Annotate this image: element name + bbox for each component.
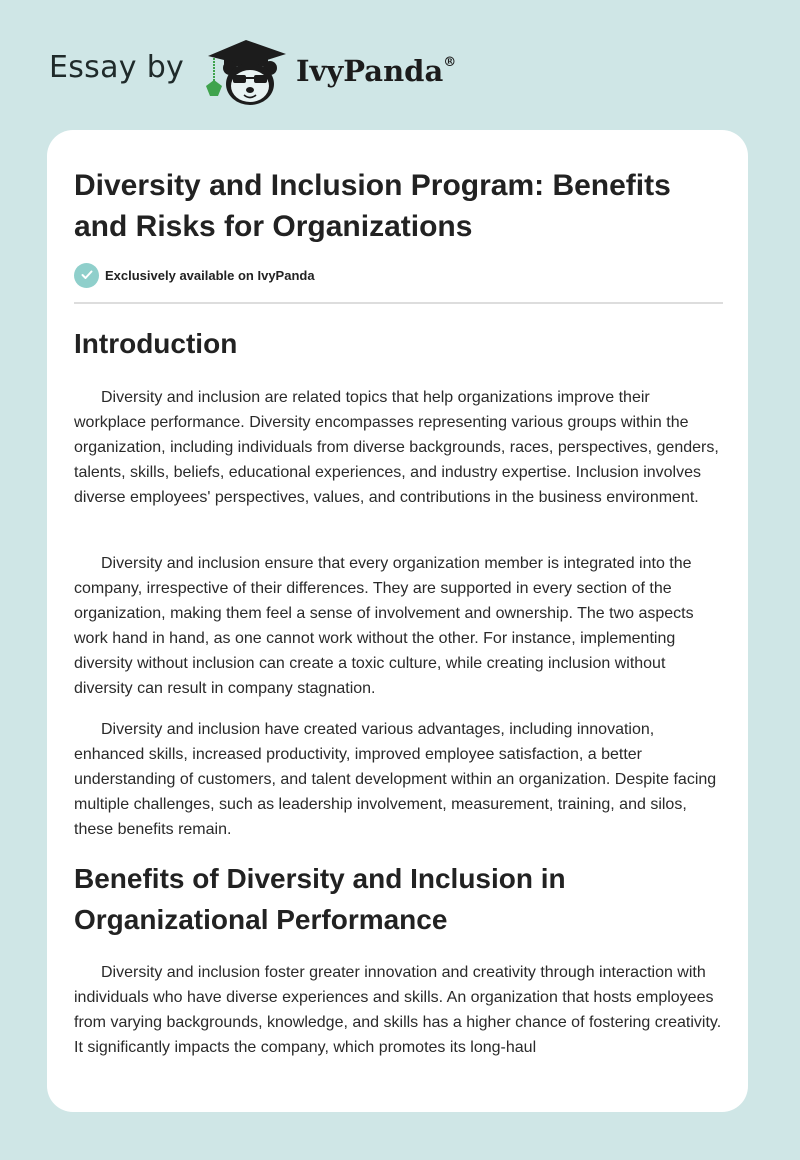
section-heading-benefits: Benefits of Diversity and Inclusion in Organizational Performance [74,863,566,935]
panda-graduate-icon[interactable] [200,34,292,108]
brand-name: IvyPanda [296,54,444,88]
paragraph: Diversity and inclusion are related topics that help organizations improve their workplace performance. Diversity encompasses representing various groups within the organization, including individuals from diverse backgrounds, races, perspectives, genders, talents, skills, beliefs, educational experiences, and industry expertise. Inclusion involves diverse employees' perspectives, values, and contributions in the business environment. [74,389,719,506]
essay-card [47,130,748,1112]
divider [74,302,723,304]
paragraph: Diversity and inclusion foster greater innovation and creativity through interaction with individuals who have diverse experiences and skills. An organization that hosts employees from varying backgrounds, knowledge, and skills has a higher chance of fostering creativity. It significantly impacts the company, which promotes its long-haul [74,964,722,1056]
paragraph: Diversity and inclusion have created various advantages, including innovation, enhanced skills, increased productivity, improved employee satisfaction, a better understanding of customers, and talent development within an organization. Despite facing multiple challenges, such as leadership involvement, measurement, training, and silos, these benefits remain. [74,721,717,838]
exclusive-badge [74,262,315,288]
check-circle-icon [74,263,99,288]
paragraph: Diversity and inclusion ensure that every organization member is integrated into the company, irrespective of their differences. They are supported in every section of the organization, making them feel a sense of involvement and ownership. The two aspects work hand in hand, as one cannot work without the other. For instance, implementing diversity without inclusion can create a toxic culture, while creating inclusion without diversity can result in company stagnation. [74,555,694,697]
site-header [0,0,800,130]
brand-wordmark[interactable] [296,54,456,88]
exclusive-badge-text: Exclusively available on IvyPanda [105,267,315,283]
essay-by-label: Essay by [49,50,185,85]
section-heading-introduction: Introduction [74,328,238,359]
page-title: Diversity and Inclusion Program: Benefits and Risks for Organizations [74,169,671,243]
registered-mark: ® [443,55,457,71]
